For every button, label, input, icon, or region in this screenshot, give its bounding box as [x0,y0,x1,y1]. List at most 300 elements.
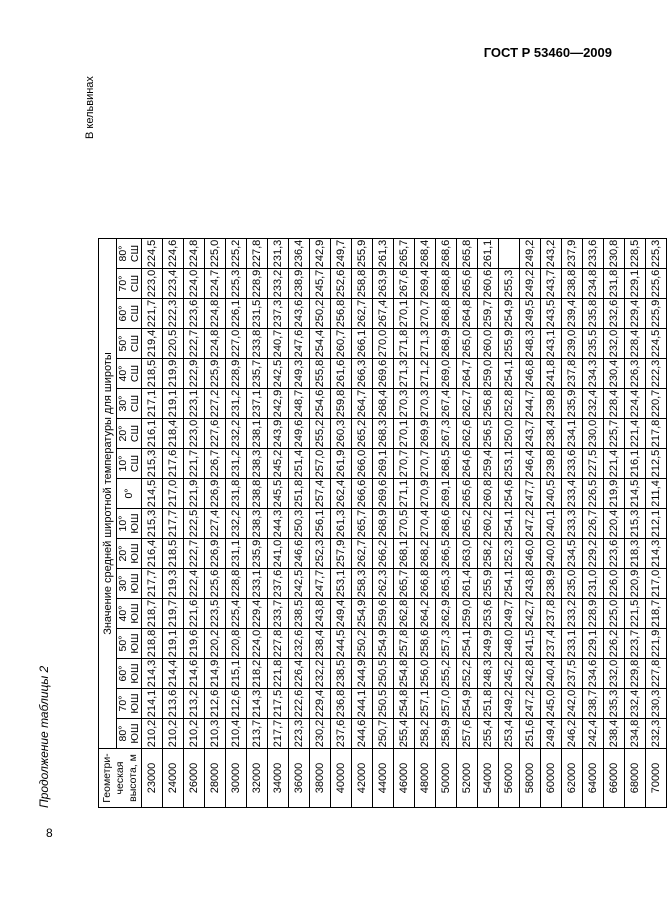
temperature-cell: 241,5 [520,629,541,659]
altitude-cell: 28000 [205,749,226,808]
temperature-cell: 263,9 [373,269,394,299]
temperature-cell: 240,0 [541,539,562,569]
temperature-cell: 214,1 [142,689,163,719]
temperature-cell: 249,4 [331,599,352,629]
temperature-cell: 212,5 [646,449,667,479]
temperature-cell: 267,4 [436,389,457,419]
temperature-cell: 216,1 [142,419,163,449]
temperature-cell: 231,8 [226,479,247,509]
temperature-cell: 263,0 [457,539,478,569]
temperature-cell: 230,8 [604,239,625,269]
temperature-cell: 261,6 [331,359,352,389]
altitude-cell: 62000 [562,749,583,808]
temperature-cell: 220,5 [163,329,184,359]
temperature-cell: 243,7 [520,419,541,449]
temperature-cell: 271,3 [415,329,436,359]
temperature-cell: 225,2 [226,239,247,269]
temperature-cell: 221,6 [184,599,205,629]
temperature-cell: 247,2 [520,689,541,719]
temperature-cell: 249,3 [289,359,310,389]
temperature-cell: 266,1 [352,329,373,359]
temperature-cell: 228,8 [226,569,247,599]
temperature-cell: 255,2 [436,659,457,689]
temperature-cell: 227,8 [268,629,289,659]
temperature-cell: 238,4 [310,629,331,659]
temperature-cell: 249,7 [331,239,352,269]
table-row [142,239,163,808]
temperature-cell: 234,5 [562,539,583,569]
temperature-cell: 237,4 [541,629,562,659]
temperature-cell: 227,8 [646,659,667,689]
temperature-cell: 268,8 [436,299,457,329]
temperature-cell: 218,7 [646,599,667,629]
temperature-cell: 257,0 [310,449,331,479]
temperature-cell: 245,7 [310,269,331,299]
temperature-cell: 241,8 [541,359,562,389]
temperature-cell: 260,3 [331,419,352,449]
temperature-cell: 227,6 [205,419,226,449]
temperature-cell: 228,9 [226,359,247,389]
temperature-cell: 231,0 [583,569,604,599]
temperature-cell: 219,1 [163,629,184,659]
temperature-cell: 260,7 [331,329,352,359]
temperature-cell: 230,3 [646,689,667,719]
temperature-cell: 242,5 [268,359,289,389]
temperature-cell: 243,7 [541,269,562,299]
altitude-cell: 38000 [310,749,331,808]
temperature-cell: 247,6 [289,329,310,359]
temperature-cell: 222,3 [163,299,184,329]
temperature-cell: 262,7 [352,299,373,329]
temperature-cell: 216,1 [625,449,646,479]
temperature-cell: 268,8 [436,269,457,299]
temperature-cell: 235,7 [247,359,268,389]
table-row [499,239,520,808]
temperature-cell: 225,9 [646,299,667,329]
temperature-cell: 244,5 [331,629,352,659]
temperature-cell: 220,8 [226,629,247,659]
temperature-cell: 268,2 [415,539,436,569]
temperature-cell: 254,1 [499,359,520,389]
temperature-cell: 225,6 [205,569,226,599]
temperature-cell: 219,7 [163,599,184,629]
temperature-cell: 222,9 [184,359,205,389]
temperature-cell: 215,3 [625,509,646,539]
temperature-cell: 260,6 [478,269,499,299]
table-row [184,239,205,808]
temperature-cell: 243,1 [541,329,562,359]
temperature-cell: 261,3 [373,239,394,269]
temperature-cell: 224,5 [646,329,667,359]
temperature-cell: 221,9 [646,629,667,659]
table-row [583,239,604,808]
table-row [310,239,331,808]
temperature-cell: 253,4 [499,719,520,749]
temperature-cell: 238,4 [541,419,562,449]
latitude-header: 80° СШ [117,239,142,269]
temperature-cell: 229,2 [583,539,604,569]
temperature-cell: 240,1 [541,509,562,539]
temperature-cell: 267,6 [394,269,415,299]
temperature-cell: 249,2 [520,239,541,269]
temperature-cell: 225,0 [604,599,625,629]
temperature-cell: 265,6 [457,269,478,299]
temperature-cell: 235,3 [604,689,625,719]
temperature-cell: 246,8 [520,359,541,389]
altitude-cell: 44000 [373,749,394,808]
temperature-cell: 238,5 [331,659,352,689]
temperature-cell: 243,5 [541,299,562,329]
temperature-cell: 255,9 [499,329,520,359]
temperature-cell: 270,1 [394,419,415,449]
temperature-cell: 224,4 [625,389,646,419]
temperature-cell: 231,2 [226,449,247,479]
temperature-cell: 255,4 [478,719,499,749]
temperature-cell: 238,9 [289,269,310,299]
table-row [541,239,562,808]
temperature-cell: 230,2 [310,719,331,749]
temperature-cell: 232,3 [646,719,667,749]
temperature-cell: 228,9 [583,599,604,629]
temperature-cell: 233,1 [247,569,268,599]
temperature-cell: 242,8 [520,659,541,689]
temperature-cell: 269,9 [415,419,436,449]
temperature-cell: 223,1 [184,389,205,419]
temperature-cell: 215,3 [142,509,163,539]
altitude-cell: 30000 [226,749,247,808]
altitude-cell: 52000 [457,749,478,808]
temperature-cell: 213,2 [184,689,205,719]
temperature-cell: 250,5 [373,689,394,719]
temperature-cell: 264,8 [457,299,478,329]
temperature-cell: 240,5 [541,479,562,509]
temperature-cell: 223,6 [604,539,625,569]
temperature-cell: 238,1 [247,419,268,449]
temperature-cell: 232,2 [226,509,247,539]
table-row [604,239,625,808]
temperature-cell: 265,7 [394,569,415,599]
temperature-cell: 270,0 [373,329,394,359]
temperature-cell: 217,8 [646,419,667,449]
table-row [646,239,667,808]
temperature-cell: 233,1 [562,629,583,659]
temperature-cell: 256,8 [331,299,352,329]
temperature-cell: 242,4 [583,719,604,749]
latitude-header: 60° ЮШ [117,659,142,689]
temperature-cell: 251,8 [478,689,499,719]
latitude-header: 30° ЮШ [117,569,142,599]
latitude-header: 70° СШ [117,269,142,299]
temperature-cell: 228,4 [625,329,646,359]
latitude-header: 30° СШ [117,389,142,419]
temperature-cell: 264,6 [457,449,478,479]
latitude-header: 50° ЮШ [117,629,142,659]
temperature-cell: 270,3 [394,389,415,419]
temperature-cell: 268,9 [373,509,394,539]
temperature-cell: 214,3 [646,539,667,569]
temperature-cell: 266,2 [373,539,394,569]
temperature-cell: 235,0 [562,569,583,599]
temperature-cell: 250,7 [373,719,394,749]
temperature-cell: 213,7 [247,719,268,749]
altitude-cell: 26000 [184,749,205,808]
temperature-cell: 245,5 [268,479,289,509]
temperature-cell: 254,1 [457,629,478,659]
table-row [331,239,352,808]
temperature-cell: 244,1 [352,689,373,719]
temperature-cell: 232,4 [625,689,646,719]
temperature-cell: 230,0 [583,419,604,449]
temperature-cell: 214,3 [142,659,163,689]
temperature-cell: 269,1 [436,479,457,509]
temperature-cell: 259,7 [478,299,499,329]
temperature-cell: 269,6 [373,359,394,389]
temperature-cell: 270,3 [415,389,436,419]
table-row [478,239,499,808]
temperature-cell: 219,3 [163,569,184,599]
temperature-cell: 259,6 [373,599,394,629]
temperature-cell: 244,6 [352,719,373,749]
altitude-cell: 60000 [541,749,562,808]
temperature-cell: 242,5 [289,569,310,599]
latitude-header: 40° ЮШ [117,599,142,629]
latitude-header: 10° СШ [117,449,142,479]
temperature-cell: 217,7 [142,569,163,599]
temperature-cell: 242,7 [520,599,541,629]
temperature-cell: 264,7 [352,389,373,419]
temperature-cell: 228,5 [625,239,646,269]
temperature-cell: 229,4 [247,599,268,629]
temperature-cell: 236,4 [289,239,310,269]
temperature-cell: 271,2 [415,359,436,389]
temperature-cell: 267,3 [436,419,457,449]
temperature-cell: 233,6 [583,239,604,269]
altitude-cell: 42000 [352,749,373,808]
altitude-cell: 58000 [520,749,541,808]
temperature-cell: 235,8 [583,299,604,329]
temperature-cell: 254,9 [457,689,478,719]
temperature-cell: 255,2 [310,419,331,449]
temperature-cell: 256,0 [415,659,436,689]
temperature-cell: 268,3 [373,419,394,449]
temperature-cell [499,239,520,269]
temperature-cell: 262,8 [394,599,415,629]
latitude-header: 20° ЮШ [117,539,142,569]
temperature-cell: 257,4 [310,479,331,509]
temperature-cell: 233,2 [562,599,583,629]
temperature-cell: 270,9 [415,479,436,509]
temperature-cell: 224,8 [184,239,205,269]
temperature-cell: 220,4 [604,509,625,539]
temperature-cell: 232,2 [310,659,331,689]
temperature-cell: 253,1 [499,449,520,479]
temperature-cell: 250,2 [310,299,331,329]
altitude-cell: 66000 [604,749,625,808]
temperature-cell: 270,7 [415,449,436,479]
temperature-cell: 225,6 [646,269,667,299]
temperature-cell: 212,6 [226,689,247,719]
temperature-cell: 249,2 [520,269,541,299]
temperature-cell: 217,0 [646,569,667,599]
temperature-cell: 249,9 [478,629,499,659]
table-body [142,239,667,808]
temperature-cell: 251,8 [289,479,310,509]
temperature-cell: 221,4 [625,419,646,449]
temperature-cell: 237,6 [268,569,289,599]
table-row [247,239,268,808]
temperature-cell: 255,8 [310,359,331,389]
temperature-cell: 226,3 [625,359,646,389]
temperature-cell: 266,3 [352,359,373,389]
temperature-cell: 267,4 [373,299,394,329]
temperature-cell: 231,3 [268,239,289,269]
temperature-cell: 249,7 [499,599,520,629]
temperature-cell: 231,1 [226,539,247,569]
temperature-cell: 233,6 [562,449,583,479]
table-row [373,239,394,808]
temperature-cell: 258,6 [415,629,436,659]
temperature-cell: 261,3 [331,509,352,539]
temperature-cell: 265,0 [457,329,478,359]
temperature-cell: 252,6 [331,269,352,299]
temperature-cell: 254,9 [373,629,394,659]
temperature-cell: 254,8 [394,689,415,719]
temperature-cell: 248,0 [499,629,520,659]
temperature-cell: 218,2 [247,659,268,689]
temperature-cell: 259,0 [457,599,478,629]
temperature-cell: 257,8 [394,629,415,659]
altitude-cell: 56000 [499,749,520,808]
temperature-cell: 223,3 [289,719,310,749]
temperature-cell: 246,6 [289,539,310,569]
temperature-cell: 257,0 [436,689,457,719]
temperature-cell: 218,4 [163,419,184,449]
temperature-cell: 252,2 [457,659,478,689]
temperature-cell: 232,0 [604,659,625,689]
temperature-cell: 238,8 [247,479,268,509]
temperature-cell: 256,1 [310,509,331,539]
altitude-cell: 23000 [142,749,163,808]
temperature-cell: 246,2 [562,719,583,749]
table-row [562,239,583,808]
temperature-cell: 233,3 [562,509,583,539]
temperature-cell: 258,2 [415,719,436,749]
temperature-cell: 239,8 [541,389,562,419]
temperature-cell: 259,8 [331,389,352,419]
temperature-cell: 259,4 [478,449,499,479]
temperature-cell: 219,9 [604,479,625,509]
temperature-cell: 257,9 [331,539,352,569]
page-number: 8 [46,826,53,840]
temperature-cell: 270,7 [415,299,436,329]
temperature-cell: 265,2 [457,509,478,539]
temperature-cell: 243,2 [541,239,562,269]
altitude-cell: 46000 [394,749,415,808]
temperature-cell: 255,3 [499,269,520,299]
temperature-cell: 254,9 [499,299,520,329]
table-row [352,239,373,808]
temperature-cell: 268,4 [373,389,394,419]
temperature-cell: 234,3 [583,359,604,389]
temperature-cell: 238,4 [604,719,625,749]
temperature-cell: 262,9 [436,599,457,629]
temperature-cell: 262,7 [352,539,373,569]
temperature-cell: 268,9 [436,329,457,359]
temperature-cell: 210,2 [142,719,163,749]
temperature-cell: 225,3 [646,239,667,269]
temperature-cell: 221,4 [604,449,625,479]
table-row [625,239,646,808]
temperature-cell: 219,4 [142,329,163,359]
temperature-cell: 265,6 [457,479,478,509]
temperature-cell: 252,8 [499,389,520,419]
temperature-cell: 254,6 [499,479,520,509]
temperature-cell: 244,3 [268,509,289,539]
document-header: ГОСТ Р 53460—2009 [483,45,612,60]
temperature-cell: 229,1 [583,629,604,659]
temperature-cell: 232,2 [226,419,247,449]
temperature-cell: 212,1 [646,509,667,539]
temperature-cell: 271,1 [394,479,415,509]
temperature-cell: 226,9 [205,479,226,509]
temperature-cell: 269,0 [436,359,457,389]
temperature-cell: 243,8 [520,569,541,599]
temperature-cell: 237,3 [268,299,289,329]
temperature-cell: 265,8 [457,239,478,269]
temperature-cell: 237,1 [247,389,268,419]
temperature-cell: 225,0 [205,239,226,269]
temperature-cell: 255,4 [394,719,415,749]
temperature-cell: 217,6 [163,449,184,479]
temperature-cell: 248,3 [520,329,541,359]
temperature-cell: 221,8 [268,659,289,689]
temperature-cell: 266,5 [436,539,457,569]
temperature-cell: 232,4 [583,389,604,419]
temperature-cell: 260,0 [478,329,499,359]
altitude-cell: 70000 [646,749,667,808]
temperature-cell: 254,1 [499,569,520,599]
temperature-cell: 214,9 [205,659,226,689]
temperature-cell: 248,3 [478,659,499,689]
temperature-cell: 260,8 [478,479,499,509]
temperature-cell: 226,9 [205,539,226,569]
temperature-cell: 261,9 [331,449,352,479]
temperature-cell: 233,7 [268,599,289,629]
temperature-cell: 255,9 [478,569,499,599]
temperature-cell: 221,9 [184,479,205,509]
temperature-cell: 264,7 [457,359,478,389]
temperature-cell: 266,0 [352,449,373,479]
temperature-cell: 247,7 [520,479,541,509]
temperature-cell: 225,7 [604,419,625,449]
temperature-cell: 266,6 [352,479,373,509]
temperature-cell: 271,3 [394,359,415,389]
temperature-cell: 238,3 [247,509,268,539]
temperature-cell: 215,1 [226,659,247,689]
temperature-cell: 268,6 [436,509,457,539]
temperature-cell: 257,6 [457,719,478,749]
temperature-cell: 218,8 [142,629,163,659]
temperature-cell: 223,7 [625,629,646,659]
table-row [457,239,478,808]
temperature-cell: 262,7 [457,389,478,419]
temperature-cell: 217,5 [268,689,289,719]
temperature-cell: 261,4 [457,569,478,599]
temperature-cell: 254,4 [310,329,331,359]
temperature-cell: 223,0 [142,269,163,299]
temperature-cell: 241,0 [268,539,289,569]
temperature-cell: 253,6 [478,599,499,629]
